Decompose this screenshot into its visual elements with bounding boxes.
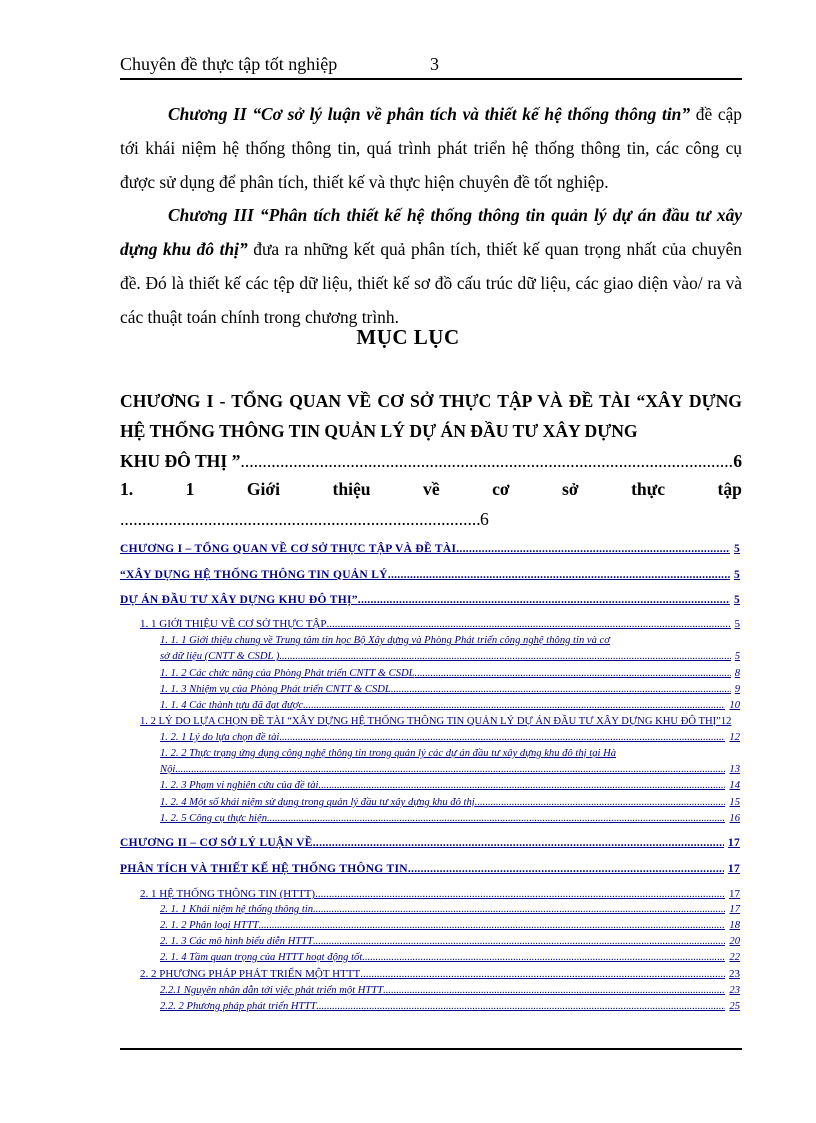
- header-page-number: 3: [430, 54, 439, 74]
- toc-entry[interactable]: Nội ..... 13: [160, 764, 740, 775]
- toc-section-1-1-large[interactable]: [120, 474, 742, 534]
- toc-entry[interactable]: 1. 1. 2 Các chức năng của Phòng Phát triển CNTT & CSDL ..... 8: [160, 668, 740, 679]
- chapter-2-title: Chương II “Cơ sở lý luận về phân tích và thiết kế hệ thống thông tin”: [168, 104, 691, 124]
- toc-entry[interactable]: sở dữ liệu (CNTT & CSDL ) ..... 5: [160, 651, 740, 662]
- toc-entry[interactable]: CHƯƠNG II – CƠ SỞ LÝ LUẬN VỀ ..... 17: [120, 837, 740, 849]
- toc-entry[interactable]: 1. 1. 1 Giới thiệu chung về Trung tâm tin học Bộ Xây dựng và Phòng Phát triển công nghệ thông tin và cơ: [160, 635, 610, 646]
- toc-entry[interactable]: CHƯƠNG I – TỔNG QUAN VỀ CƠ SỞ THỰC TẬP VÀ ĐỀ TÀI ..... 5: [120, 543, 740, 555]
- header-title: Chuyên đề thực tập tốt nghiệp: [120, 54, 338, 74]
- toc-entry[interactable]: 1. 2. 3 Phạm vi nghiên cứu của đề tài ..... 14: [160, 780, 740, 791]
- toc-word: sở: [562, 479, 579, 499]
- toc-entry[interactable]: “XÂY DỰNG HỆ THỐNG THÔNG TIN QUẢN LÝ ..... 5: [120, 569, 740, 581]
- toc-word: 1: [185, 479, 195, 499]
- toc-entry[interactable]: 2. 1. 4 Tầm quan trọng của HTTT hoạt động tốt ..... 22: [160, 952, 740, 963]
- toc-word: Giới: [246, 479, 281, 499]
- toc-entry[interactable]: 2. 1. 1 Khái niệm hệ thống thông tin ..... 17: [160, 904, 740, 915]
- toc-entry[interactable]: DỰ ÁN ĐẦU TƯ XÂY DỰNG KHU ĐÔ THỊ” ..... 5: [120, 594, 740, 606]
- toc-entry[interactable]: 2. 1 HỆ THỐNG THÔNG TIN (HTTT) ..... 17: [140, 888, 740, 900]
- toc-entry[interactable]: 2. 1. 2 Phân loại HTTT ..... 18: [160, 920, 740, 931]
- toc-entry[interactable]: 1. 1. 3 Nhiệm vụ của Phòng Phát triển CNTT & CSDL ..... 9: [160, 684, 740, 695]
- toc-word: cơ: [492, 479, 510, 499]
- toc-word: thiệu: [332, 479, 371, 499]
- page-header: [120, 52, 742, 80]
- toc-entry[interactable]: 2.2. 2 Phương pháp phát triển HTTT ..... 25: [160, 1001, 740, 1012]
- toc-entry[interactable]: 2. 2 PHƯƠNG PHÁP PHÁT TRIỂN MỘT HTTT ..... 23: [140, 968, 740, 980]
- toc-chapter-1-page: 6: [733, 451, 742, 471]
- chapter-3-title: Chương III “Phân tích thiết kế hệ thống thông tin quản lý dự án đầu tư xây dựng khu đô thị”: [120, 205, 742, 259]
- toc-entry[interactable]: 1. 1 GIỚI THIỆU VỀ CƠ SỞ THỰC TẬP ..... 5: [140, 618, 740, 630]
- toc-word: về: [423, 479, 440, 499]
- toc-entry[interactable]: 2.2.1 Nguyên nhân dẫn tới việc phát triển một HTTT ..... 23: [160, 985, 740, 996]
- toc-entry[interactable]: 1. 1. 4 Các thành tựu đã đạt được ..... 10: [160, 700, 740, 711]
- toc-entry[interactable]: 1. 2 LÝ DO LỰA CHỌN ĐỀ TÀI “XÂY DỰNG HỆ THỐNG THÔNG TIN QUẢN LÝ DỰ ÁN ĐẦU TƯ XÂY DỰNG KHU ĐÔ THỊ” 12: [140, 716, 732, 727]
- toc-chapter-1-text-end: KHU ĐÔ THỊ ”: [120, 451, 241, 471]
- toc-word: thực: [631, 479, 666, 499]
- toc-entry[interactable]: 2. 1. 3 Các mô hình biểu diễn HTTT ..... 20: [160, 936, 740, 947]
- toc-heading: MỤC LỤC: [356, 325, 460, 349]
- chapter-3-description: đưa ra những kết quả phân tích, thiết kế quan trọng nhất của chuyên đề. Đó là thiết kế các tệp dữ liệu, thiết kế sơ đồ cấu trúc dữ liệu, các giao diện vào/ ra và các thuật toán chính trong chương trình.: [120, 239, 742, 327]
- intro-paragraph-chapter-3: [120, 198, 742, 334]
- toc-entry[interactable]: PHÂN TÍCH VÀ THIẾT KẾ HỆ THỐNG THÔNG TIN ..... 17: [120, 863, 740, 875]
- toc-chapter-1-large[interactable]: [120, 386, 742, 476]
- toc-word: 1.: [120, 479, 134, 499]
- intro-paragraph-chapter-2: [120, 97, 742, 199]
- toc-chapter-1-text: CHƯƠNG I - TỔNG QUAN VỀ CƠ SỞ THỰC TẬP VÀ ĐỀ TÀI “XÂY DỰNG HỆ THỐNG THÔNG TIN QUẢN LÝ DỰ ÁN ĐẦU TƯ XÂY DỰNG: [120, 391, 742, 441]
- toc-word: tập: [717, 479, 742, 499]
- toc-entry[interactable]: 1. 2. 5 Công cụ thực hiện ..... 16: [160, 813, 740, 824]
- toc-entry[interactable]: 1. 2. 1 Lý do lựa chọn đề tài ..... 12: [160, 732, 740, 743]
- footer-rule: [120, 1048, 742, 1050]
- toc-entry[interactable]: 1. 2. 4 Một số khái niệm sử dụng trong quản lý đầu tư xây dựng khu đô thị ..... 15: [160, 797, 740, 808]
- chapter-2-description: đề cập tới khái niệm hệ thống thông tin, quá trình phát triển hệ thống thông tin, các công cụ được sử dụng để phân tích, thiết kế và thực hiện chuyên đề tốt nghiệp.: [120, 104, 743, 192]
- toc-section-1-1-page: 6: [480, 509, 489, 529]
- toc-entry[interactable]: 1. 2. 2 Thực trạng ứng dụng công nghệ thông tin trong quản lý các dự án đầu tư xây dựng khu đô thị tại Hà: [160, 748, 617, 759]
